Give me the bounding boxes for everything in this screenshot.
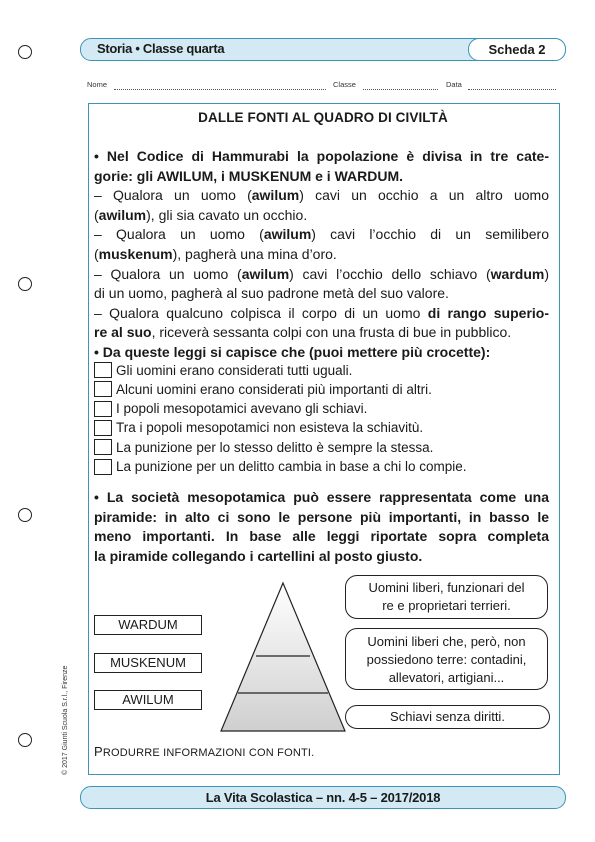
card-line: Schiavi senza diritti.: [390, 709, 505, 724]
law-text: ) cavi un occhio a un altro uomo: [299, 187, 549, 204]
law-text: ), pagherà una mina d’oro.: [172, 245, 337, 262]
law-text: – Qualora un uomo (: [94, 187, 252, 204]
option-label: Gli uomini erano considerati tutti uguali.: [116, 362, 353, 378]
instruction-line: la piramide collegando i cartellini al posto giusto.: [94, 547, 423, 564]
data-label: Data: [446, 80, 462, 89]
law-text: ): [544, 265, 550, 282]
scheda-badge: Scheda 2: [468, 38, 566, 61]
instruction-line: • La società mesopotamica può essere rappresentata come una: [94, 489, 549, 505]
card-line: Uomini liberi, funzionari del: [368, 580, 525, 595]
intro-line: • Nel Codice di Hammurabi la popolazione è divisa in tre cate-: [94, 148, 549, 164]
law-text: wardum: [490, 265, 545, 282]
option-label: La punizione per un delitto cambia in base a chi lo compie.: [116, 459, 467, 474]
law-text: (: [94, 206, 99, 223]
label-wardum[interactable]: WARDUM: [94, 615, 202, 635]
law-text: di rango superio-: [427, 304, 549, 321]
subject-label: Storia • Classe quarta: [97, 41, 225, 56]
skill-note-end: .: [311, 747, 315, 759]
law-text: awilum: [98, 206, 147, 223]
option-label: La punizione per lo stesso delitto è sempre la stessa.: [116, 439, 434, 455]
pyramid-shape: [221, 583, 345, 731]
option-label: I popoli mesopotamici avevano gli schiavi.: [116, 401, 368, 417]
law-text: awilum: [241, 265, 290, 282]
option-label: Alcuni uomini erano considerati più importanti di altri.: [116, 381, 432, 397]
law-text: – Qualora un uomo (: [94, 265, 242, 282]
worksheet-title: DALLE FONTI AL QUADRO DI CIVILTÀ: [198, 110, 448, 125]
card-line: allevatori, artigiani...: [388, 670, 505, 685]
skill-note-text: RODURRE INFORMAZIONI CON FONTI: [102, 747, 312, 759]
skill-note: [94, 744, 314, 759]
law-text: di un uomo, pagherà al suo padrone metà del suo valore.: [94, 285, 449, 302]
law-text: awilum: [251, 187, 300, 204]
card-wardum-description[interactable]: [345, 705, 550, 729]
nome-label: Nome: [87, 80, 108, 89]
law-text: , riceverà sessanta colpi con una frusta di bue in pubblico.: [151, 324, 512, 341]
instruction-line: piramide: in alto ci sono le persone più importanti, in basso le: [94, 508, 549, 525]
footer-bar: La Vita Scolastica – nn. 4-5 – 2017/2018: [80, 786, 566, 809]
label-awilum[interactable]: AWILUM: [94, 690, 202, 710]
intro-line: gorie: gli AWILUM, i MUSKENUM e i WARDUM.: [94, 167, 404, 184]
card-line: re e proprietari terrieri.: [382, 598, 511, 613]
skill-note-cap: P: [94, 744, 103, 759]
card-line: Uomini liberi che, però, non: [367, 634, 526, 649]
option-label: Tra i popoli mesopotamici non esisteva la schiavitù.: [116, 420, 424, 436]
law-text: ) cavi l’occhio dello schiavo (: [289, 265, 491, 282]
law-text: ) cavi l’occhio di un semilibero: [311, 226, 549, 243]
card-awilum-description[interactable]: [345, 575, 548, 619]
law-text: (: [94, 245, 99, 262]
law-text: ), gli sia cavato un occhio.: [146, 206, 308, 223]
law-text: – Qualora un uomo (: [94, 226, 264, 243]
instruction-line: meno importanti. In base alle leggi riportate sopra completa: [94, 528, 549, 545]
label-muskenum[interactable]: MUSKENUM: [94, 653, 202, 673]
card-line: possiedono terre: contadini,: [366, 652, 527, 667]
copyright-note: © 2017 Giunti Scuola S.r.l., Firenze: [62, 665, 69, 775]
law-text: muskenum: [98, 245, 173, 262]
question-checkboxes: • Da queste leggi si capisce che (puoi mettere più crocette):: [94, 344, 491, 360]
law-text: re al suo: [94, 324, 152, 341]
card-muskenum-description[interactable]: [345, 628, 548, 690]
law-text: – Qualora qualcuno colpisca il corpo di un uomo: [94, 304, 428, 321]
classe-label: Classe: [333, 80, 356, 89]
law-text: awilum: [263, 226, 312, 243]
